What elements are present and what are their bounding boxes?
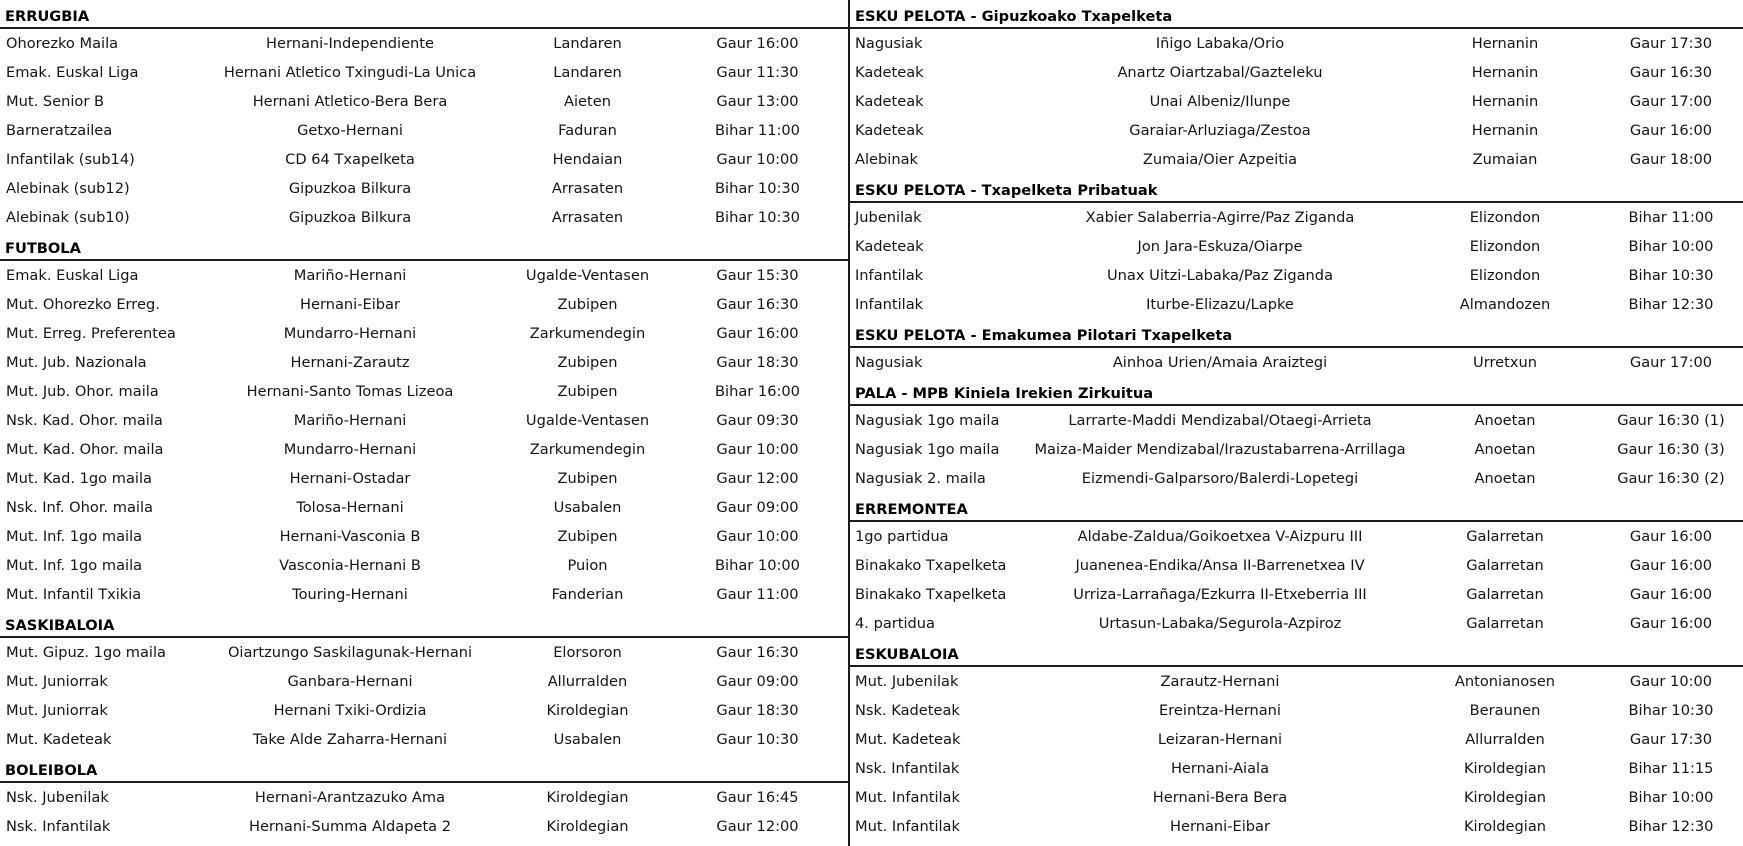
match-row <box>0 493 848 522</box>
category-cell: Binakako Txapelketa <box>855 586 1007 603</box>
venue-cell: Aieten <box>564 93 611 110</box>
category-cell: Nagusiak 1go maila <box>855 412 1000 429</box>
match-row <box>0 116 848 145</box>
category-cell: Infantilak (sub14) <box>6 151 135 168</box>
category-cell: Nsk. Jubenilak <box>6 789 109 806</box>
time-cell: Gaur 16:30 <box>1629 64 1713 81</box>
teams-cell: Jon Jara-Eskuza/Oiarpe <box>1137 238 1303 255</box>
teams-cell: Iturbe-Elizazu/Lapke <box>1146 296 1294 313</box>
match-row <box>850 58 1743 87</box>
schedule-section <box>850 174 1743 319</box>
venue-cell: Hendaian <box>552 151 623 168</box>
time-cell: Gaur 18:00 <box>1629 151 1713 168</box>
venue-cell: Urretxun <box>1473 354 1537 371</box>
teams-cell: Unax Uitzi-Labaka/Paz Ziganda <box>1106 267 1334 284</box>
venue-cell: Arrasaten <box>551 209 624 226</box>
left-schedule-column <box>0 0 848 846</box>
time-cell: Bihar 11:15 <box>1628 760 1714 777</box>
time-cell: Bihar 10:00 <box>1628 789 1714 806</box>
venue-cell: Hernanin <box>1471 35 1539 52</box>
category-cell: Kadeteak <box>855 93 924 110</box>
time-cell: Gaur 17:30 <box>1629 35 1713 52</box>
match-row <box>850 435 1743 464</box>
category-cell: Mut. Senior B <box>6 93 104 110</box>
category-cell: Nagusiak 1go maila <box>855 441 1000 458</box>
teams-cell: Juanenea-Endika/Ansa II-Barrenetxea IV <box>1075 557 1365 574</box>
category-cell: Kadeteak <box>855 122 924 139</box>
category-cell: Mut. Ohorezko Erreg. <box>6 296 160 313</box>
venue-cell: Zarkumendegin <box>529 325 646 342</box>
teams-cell: Unai Albeniz/Ilunpe <box>1149 93 1291 110</box>
venue-cell: Beraunen <box>1469 702 1541 719</box>
match-row <box>850 145 1743 174</box>
match-row <box>0 348 848 377</box>
time-cell: Gaur 17:30 <box>1629 731 1713 748</box>
venue-cell: Fanderian <box>551 586 624 603</box>
category-cell: Mut. Infantilak <box>855 789 960 806</box>
time-cell: Gaur 09:30 <box>716 412 799 429</box>
venue-cell: Elizondon <box>1469 209 1541 226</box>
schedule-section <box>850 638 1743 841</box>
section-title: ESKUBALOIA <box>850 638 1743 667</box>
venue-cell: Faduran <box>558 122 617 139</box>
teams-cell: Hernani-Arantzazuko Ama <box>254 789 446 806</box>
teams-cell: Anartz Oiartzabal/Gazteleku <box>1117 64 1323 81</box>
category-cell: Nsk. Infantilak <box>855 760 960 777</box>
category-cell: Jubenilak <box>855 209 922 226</box>
teams-cell: Hernani-Summa Aldapeta 2 <box>248 818 452 835</box>
match-row <box>0 203 848 232</box>
teams-cell: Hernani-Eibar <box>1170 818 1270 835</box>
category-cell: Nsk. Infantilak <box>6 818 111 835</box>
time-cell: Gaur 17:00 <box>1629 354 1713 371</box>
teams-cell: Hernani Atletico Txingudi-La Unica <box>223 64 477 81</box>
schedule-section <box>0 609 848 754</box>
time-cell: Gaur 09:00 <box>716 673 799 690</box>
schedule-section <box>0 754 848 841</box>
category-cell: Infantilak <box>855 296 924 313</box>
teams-cell: Hernani Txiki-Ordizia <box>273 702 427 719</box>
time-cell: Bihar 10:30 <box>715 180 800 197</box>
teams-cell: Ainhoa Urien/Amaia Araiztegi <box>1112 354 1328 371</box>
match-row <box>850 406 1743 435</box>
time-cell: Gaur 18:30 <box>716 354 799 371</box>
match-row <box>0 667 848 696</box>
time-cell: Gaur 16:00 <box>1629 122 1713 139</box>
teams-cell: Take Alde Zaharra-Hernani <box>252 731 448 748</box>
venue-cell: Hernanin <box>1471 64 1539 81</box>
category-cell: Alebinak <box>855 151 918 168</box>
venue-cell: Kiroldegian <box>1463 818 1547 835</box>
time-cell: Gaur 16:30 <box>716 644 799 661</box>
match-row <box>850 783 1743 812</box>
category-cell: Mut. Jub. Nazionala <box>6 354 147 371</box>
category-cell: Mut. Kad. Ohor. maila <box>6 441 164 458</box>
teams-cell: CD 64 Txapelketa <box>285 151 415 168</box>
category-cell: Nsk. Kad. Ohor. maila <box>6 412 163 429</box>
time-cell: Gaur 16:00 <box>1629 586 1713 603</box>
schedule-section <box>850 493 1743 638</box>
match-row <box>850 551 1743 580</box>
venue-cell: Zubipen <box>557 470 618 487</box>
teams-cell: Urtasun-Labaka/Segurola-Azpiroz <box>1098 615 1342 632</box>
venue-cell: Kiroldegian <box>546 818 629 835</box>
teams-cell: Tolosa-Hernani <box>296 499 404 516</box>
teams-cell: Hernani-Zarautz <box>290 354 410 371</box>
venue-cell: Kiroldegian <box>1463 760 1547 777</box>
teams-cell: Garaiar-Arluziaga/Zestoa <box>1129 122 1311 139</box>
teams-cell: Zarautz-Hernani <box>1160 673 1280 690</box>
match-row <box>0 58 848 87</box>
time-cell: Gaur 16:00 <box>716 35 799 52</box>
teams-cell: Maiza-Maider Mendizabal/Irazustabarrena-Arrillaga <box>1034 441 1406 458</box>
venue-cell: Kiroldegian <box>546 702 629 719</box>
category-cell: Nagusiak <box>855 354 923 371</box>
match-row <box>0 696 848 725</box>
venue-cell: Usabalen <box>553 731 622 748</box>
time-cell: Gaur 11:00 <box>716 586 799 603</box>
venue-cell: Elizondon <box>1469 238 1541 255</box>
teams-cell: Urriza-Larrañaga/Ezkurra II-Etxeberria III <box>1073 586 1367 603</box>
time-cell: Bihar 11:00 <box>1628 209 1714 226</box>
time-cell: Bihar 16:00 <box>715 383 800 400</box>
category-cell: Mut. Infantilak <box>855 818 960 835</box>
match-row <box>850 696 1743 725</box>
match-row <box>850 261 1743 290</box>
match-row <box>0 725 848 754</box>
teams-cell: Hernani-Eibar <box>300 296 400 313</box>
venue-cell: Kiroldegian <box>546 789 629 806</box>
match-row <box>0 406 848 435</box>
match-row <box>0 580 848 609</box>
category-cell: Alebinak (sub12) <box>6 180 130 197</box>
time-cell: Gaur 11:30 <box>716 64 799 81</box>
venue-cell: Hernanin <box>1471 93 1539 110</box>
category-cell: Kadeteak <box>855 238 924 255</box>
match-row <box>0 464 848 493</box>
match-row <box>0 783 848 812</box>
match-row <box>0 87 848 116</box>
match-row <box>0 638 848 667</box>
category-cell: Nsk. Inf. Ohor. maila <box>6 499 153 516</box>
time-cell: Gaur 16:00 <box>1629 615 1713 632</box>
section-title: ESKU PELOTA - Emakumea Pilotari Txapelketa <box>850 319 1743 348</box>
venue-cell: Galarretan <box>1466 557 1544 574</box>
schedule-section <box>850 0 1743 174</box>
venue-cell: Galarretan <box>1466 586 1544 603</box>
schedule-section <box>0 232 848 609</box>
teams-cell: Gipuzkoa Bilkura <box>288 209 412 226</box>
teams-cell: Touring-Hernani <box>292 586 408 603</box>
venue-cell: Landaren <box>553 35 622 52</box>
teams-cell: Oiartzungo Saskilagunak-Hernani <box>227 644 473 661</box>
category-cell: Infantilak <box>855 267 924 284</box>
section-title: SASKIBALOIA <box>0 609 848 638</box>
teams-cell: Ganbara-Hernani <box>287 673 413 690</box>
match-row <box>850 203 1743 232</box>
time-cell: Bihar 10:30 <box>1628 267 1714 284</box>
teams-cell: Leizaran-Hernani <box>1157 731 1283 748</box>
category-cell: Nagusiak <box>855 35 923 52</box>
match-row <box>850 667 1743 696</box>
teams-cell: Hernani Atletico-Bera Bera <box>252 93 448 110</box>
section-title: FUTBOLA <box>0 232 848 261</box>
category-cell: Mut. Infantil Txikia <box>6 586 142 603</box>
time-cell: Gaur 16:45 <box>716 789 799 806</box>
time-cell: Gaur 10:00 <box>716 528 799 545</box>
venue-cell: Anoetan <box>1474 470 1536 487</box>
time-cell: Gaur 10:30 <box>716 731 799 748</box>
section-title: PALA - MPB Kiniela Irekien Zirkuitua <box>850 377 1743 406</box>
match-row <box>0 29 848 58</box>
teams-cell: Ereintza-Hernani <box>1159 702 1281 719</box>
time-cell: Gaur 15:30 <box>716 267 799 284</box>
category-cell: Ohorezko Maila <box>6 35 119 52</box>
match-row <box>0 522 848 551</box>
time-cell: Gaur 16:30 <box>716 296 799 313</box>
time-cell: Gaur 09:00 <box>716 499 799 516</box>
teams-cell: Larrarte-Maddi Mendizabal/Otaegi-Arrieta <box>1068 412 1372 429</box>
category-cell: Emak. Euskal Liga <box>6 64 139 81</box>
time-cell: Gaur 16:00 <box>1629 557 1713 574</box>
match-row <box>0 261 848 290</box>
venue-cell: Hernanin <box>1471 122 1539 139</box>
teams-cell: Hernani-Vasconia B <box>279 528 421 545</box>
venue-cell: Galarretan <box>1466 615 1544 632</box>
venue-cell: Anoetan <box>1474 412 1536 429</box>
match-row <box>0 174 848 203</box>
match-row <box>0 812 848 841</box>
category-cell: Kadeteak <box>855 64 924 81</box>
venue-cell: Zubipen <box>557 354 618 371</box>
match-row <box>0 145 848 174</box>
section-title: ESKU PELOTA - Gipuzkoako Txapelketa <box>850 0 1743 29</box>
category-cell: Mut. Inf. 1go maila <box>6 528 143 545</box>
time-cell: Gaur 16:30 (1) <box>1617 412 1725 429</box>
venue-cell: Zumaian <box>1472 151 1538 168</box>
time-cell: Bihar 10:00 <box>1628 238 1714 255</box>
time-cell: Bihar 12:30 <box>1628 296 1714 313</box>
venue-cell: Elizondon <box>1469 267 1541 284</box>
venue-cell: Allurralden <box>1465 731 1545 748</box>
teams-cell: Hernani-Independiente <box>266 35 434 52</box>
venue-cell: Elorsoron <box>553 644 622 661</box>
match-row <box>0 319 848 348</box>
match-row <box>850 580 1743 609</box>
venue-cell: Zubipen <box>557 528 618 545</box>
teams-cell: Vasconia-Hernani B <box>279 557 421 574</box>
match-row <box>0 435 848 464</box>
section-title: ERREMONTEA <box>850 493 1743 522</box>
venue-cell: Anoetan <box>1474 441 1536 458</box>
venue-cell: Antonianosen <box>1454 673 1556 690</box>
category-cell: 1go partidua <box>855 528 949 545</box>
teams-cell: Xabier Salaberria-Agirre/Paz Ziganda <box>1085 209 1355 226</box>
time-cell: Bihar 10:00 <box>715 557 800 574</box>
match-row <box>850 348 1743 377</box>
teams-cell: Mariño-Hernani <box>293 412 407 429</box>
teams-cell: Aldabe-Zaldua/Goikoetxea V-Aizpuru III <box>1077 528 1363 545</box>
venue-cell: Allurralden <box>547 673 628 690</box>
match-row <box>850 87 1743 116</box>
match-row <box>850 725 1743 754</box>
category-cell: Emak. Euskal Liga <box>6 267 139 284</box>
time-cell: Bihar 12:30 <box>1628 818 1714 835</box>
teams-cell: Hernani-Santo Tomas Lizeoa <box>246 383 454 400</box>
venue-cell: Almandozen <box>1459 296 1551 313</box>
category-cell: Mut. Juniorrak <box>6 673 108 690</box>
category-cell: Mut. Jub. Ohor. maila <box>6 383 159 400</box>
venue-cell: Zubipen <box>557 383 618 400</box>
match-row <box>0 290 848 319</box>
venue-cell: Usabalen <box>553 499 622 516</box>
match-row <box>850 116 1743 145</box>
schedule-section <box>0 0 848 232</box>
category-cell: Nsk. Kadeteak <box>855 702 960 719</box>
match-row <box>850 464 1743 493</box>
category-cell: 4. partidua <box>855 615 936 632</box>
category-cell: Mut. Juniorrak <box>6 702 108 719</box>
category-cell: Mut. Gipuz. 1go maila <box>6 644 166 661</box>
teams-cell: Eizmendi-Galparsoro/Balerdi-Lopetegi <box>1081 470 1359 487</box>
match-row <box>850 522 1743 551</box>
teams-cell: Mundarro-Hernani <box>283 325 417 342</box>
venue-cell: Puion <box>567 557 608 574</box>
category-cell: Mut. Kadeteak <box>6 731 112 748</box>
time-cell: Gaur 10:00 <box>716 441 799 458</box>
time-cell: Gaur 16:00 <box>716 325 799 342</box>
match-row <box>0 377 848 406</box>
venue-cell: Ugalde-Ventasen <box>525 412 650 429</box>
time-cell: Gaur 13:00 <box>716 93 799 110</box>
teams-cell: Hernani-Ostadar <box>289 470 411 487</box>
time-cell: Gaur 16:30 (3) <box>1617 441 1725 458</box>
time-cell: Gaur 16:30 (2) <box>1617 470 1725 487</box>
right-schedule-column <box>850 0 1743 846</box>
section-title: BOLEIBOLA <box>0 754 848 783</box>
match-row <box>850 232 1743 261</box>
teams-cell: Mariño-Hernani <box>293 267 407 284</box>
category-cell: Alebinak (sub10) <box>6 209 130 226</box>
teams-cell: Hernani-Bera Bera <box>1152 789 1288 806</box>
category-cell: Mut. Erreg. Preferentea <box>6 325 176 342</box>
venue-cell: Zubipen <box>557 296 618 313</box>
venue-cell: Galarretan <box>1466 528 1544 545</box>
venue-cell: Kiroldegian <box>1463 789 1547 806</box>
category-cell: Mut. Jubenilak <box>855 673 959 690</box>
match-row <box>850 609 1743 638</box>
venue-cell: Zarkumendegin <box>529 441 646 458</box>
match-row <box>850 812 1743 841</box>
teams-cell: Zumaia/Oier Azpeitia <box>1142 151 1298 168</box>
schedule-section <box>850 319 1743 377</box>
teams-cell: Getxo-Hernani <box>297 122 403 139</box>
teams-cell: Iñigo Labaka/Orio <box>1155 35 1285 52</box>
time-cell: Bihar 10:30 <box>715 209 800 226</box>
time-cell: Bihar 10:30 <box>1628 702 1714 719</box>
category-cell: Mut. Kad. 1go maila <box>6 470 152 487</box>
time-cell: Gaur 17:00 <box>1629 93 1713 110</box>
match-row <box>850 29 1743 58</box>
match-row <box>850 290 1743 319</box>
teams-cell: Mundarro-Hernani <box>283 441 417 458</box>
venue-cell: Arrasaten <box>551 180 624 197</box>
teams-cell: Gipuzkoa Bilkura <box>288 180 412 197</box>
category-cell: Barneratzailea <box>6 122 113 139</box>
venue-cell: Landaren <box>553 64 622 81</box>
schedule-section <box>850 377 1743 493</box>
time-cell: Gaur 16:00 <box>1629 528 1713 545</box>
match-row <box>850 754 1743 783</box>
category-cell: Mut. Inf. 1go maila <box>6 557 143 574</box>
venue-cell: Ugalde-Ventasen <box>525 267 650 284</box>
teams-cell: Hernani-Aiala <box>1170 760 1270 777</box>
category-cell: Binakako Txapelketa <box>855 557 1007 574</box>
section-title: ERRUGBIA <box>0 0 848 29</box>
time-cell: Gaur 18:30 <box>716 702 799 719</box>
category-cell: Mut. Kadeteak <box>855 731 961 748</box>
time-cell: Gaur 12:00 <box>716 470 799 487</box>
time-cell: Gaur 10:00 <box>716 151 799 168</box>
time-cell: Gaur 12:00 <box>716 818 799 835</box>
time-cell: Gaur 10:00 <box>1629 673 1713 690</box>
match-row <box>0 551 848 580</box>
section-title: ESKU PELOTA - Txapelketa Pribatuak <box>850 174 1743 203</box>
category-cell: Nagusiak 2. maila <box>855 470 986 487</box>
time-cell: Bihar 11:00 <box>715 122 800 139</box>
